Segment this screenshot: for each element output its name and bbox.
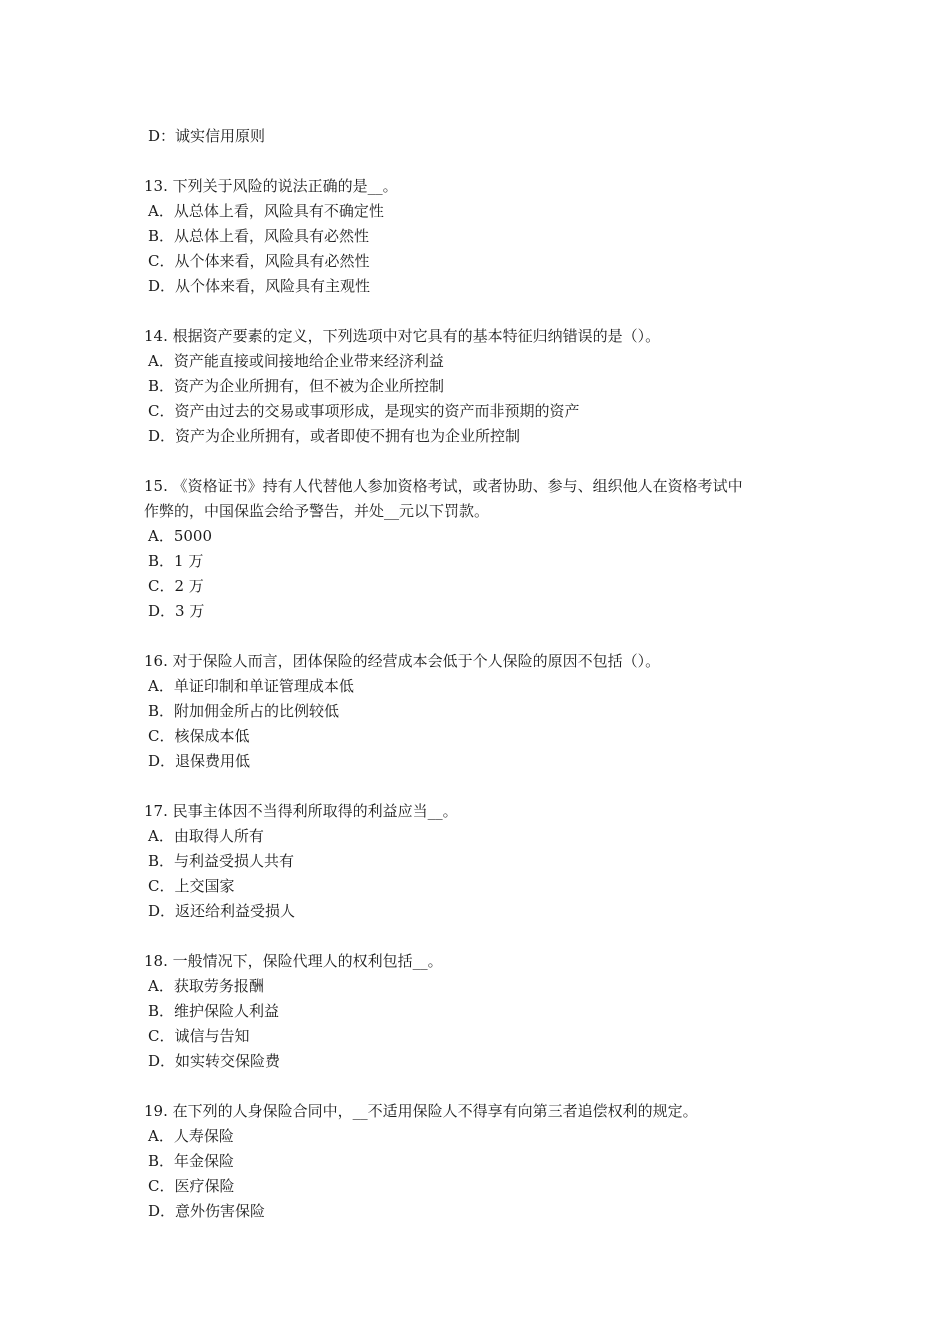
question-15: [144, 474, 824, 624]
option-c: C．核保成本低: [148, 727, 250, 745]
option-c: C．从个体来看，风险具有必然性: [148, 252, 370, 270]
question-stem-line-1: 15. 《资格证书》持有人代替他人参加资格考试，或者协助、参与、组织他人在资格考试中: [144, 477, 743, 495]
option-c: C．医疗保险: [148, 1177, 235, 1195]
question-stem: 19. 在下列的人身保险合同中，__不适用保险人不得享有向第三者追偿权利的规定。: [144, 1102, 698, 1120]
question-16: [144, 649, 824, 774]
option-b: B．1 万: [148, 552, 204, 570]
question-stem-line-2: 作弊的，中国保监会给予警告，并处__元以下罚款。: [144, 502, 490, 520]
question-stem: 18. 一般情况下，保险代理人的权利包括__。: [144, 952, 443, 970]
option-a: A．人寿保险: [148, 1127, 234, 1145]
question-stem: 14. 根据资产要素的定义，下列选项中对它具有的基本特征归纳错误的是（）。: [144, 327, 661, 345]
leading-option: D：诚实信用原则: [148, 127, 266, 145]
question-stem: 16. 对于保险人而言，团体保险的经营成本会低于个人保险的原因不包括（）。: [144, 652, 661, 670]
question-stem: 13. 下列关于风险的说法正确的是__。: [144, 177, 398, 195]
option-b: B．附加佣金所占的比例较低: [148, 702, 340, 720]
option-d: D．3 万: [148, 602, 205, 620]
option-b: B．年金保险: [148, 1152, 235, 1170]
option-a: A．由取得人所有: [148, 827, 264, 845]
option-d: D．如实转交保险费: [148, 1052, 281, 1070]
option-a: A．获取劳务报酬: [148, 977, 264, 995]
question-17: [144, 799, 824, 924]
question-14: [144, 324, 824, 449]
option-c: C．上交国家: [148, 877, 235, 895]
option-a: A．5000: [148, 527, 213, 545]
question-19: [144, 1099, 824, 1224]
option-b: B．与利益受损人共有: [148, 852, 295, 870]
question-list: [144, 124, 824, 1224]
question-13: [144, 174, 824, 299]
question-18: [144, 949, 824, 1074]
option-d: D．意外伤害保险: [148, 1202, 266, 1220]
option-a: A．从总体上看，风险具有不确定性: [148, 202, 384, 220]
option-d: D．返还给利益受损人: [148, 902, 296, 920]
option-d: D．退保费用低: [148, 752, 251, 770]
option-b: B．资产为企业所拥有，但不被为企业所控制: [148, 377, 445, 395]
option-d: D．资产为企业所拥有，或者即使不拥有也为企业所控制: [148, 427, 521, 445]
option-c: C．2 万: [148, 577, 204, 595]
option-b: B．从总体上看，风险具有必然性: [148, 227, 370, 245]
option-b: B．维护保险人利益: [148, 1002, 280, 1020]
option-c: C．诚信与告知: [148, 1027, 250, 1045]
option-a: A．资产能直接或间接地给企业带来经济利益: [148, 352, 444, 370]
option-c: C．资产由过去的交易或事项形成，是现实的资产而非预期的资产: [148, 402, 580, 420]
option-a: A．单证印制和单证管理成本低: [148, 677, 354, 695]
question-stem: 17. 民事主体因不当得利所取得的利益应当__。: [144, 802, 458, 820]
option-d: D．从个体来看，风险具有主观性: [148, 277, 371, 295]
